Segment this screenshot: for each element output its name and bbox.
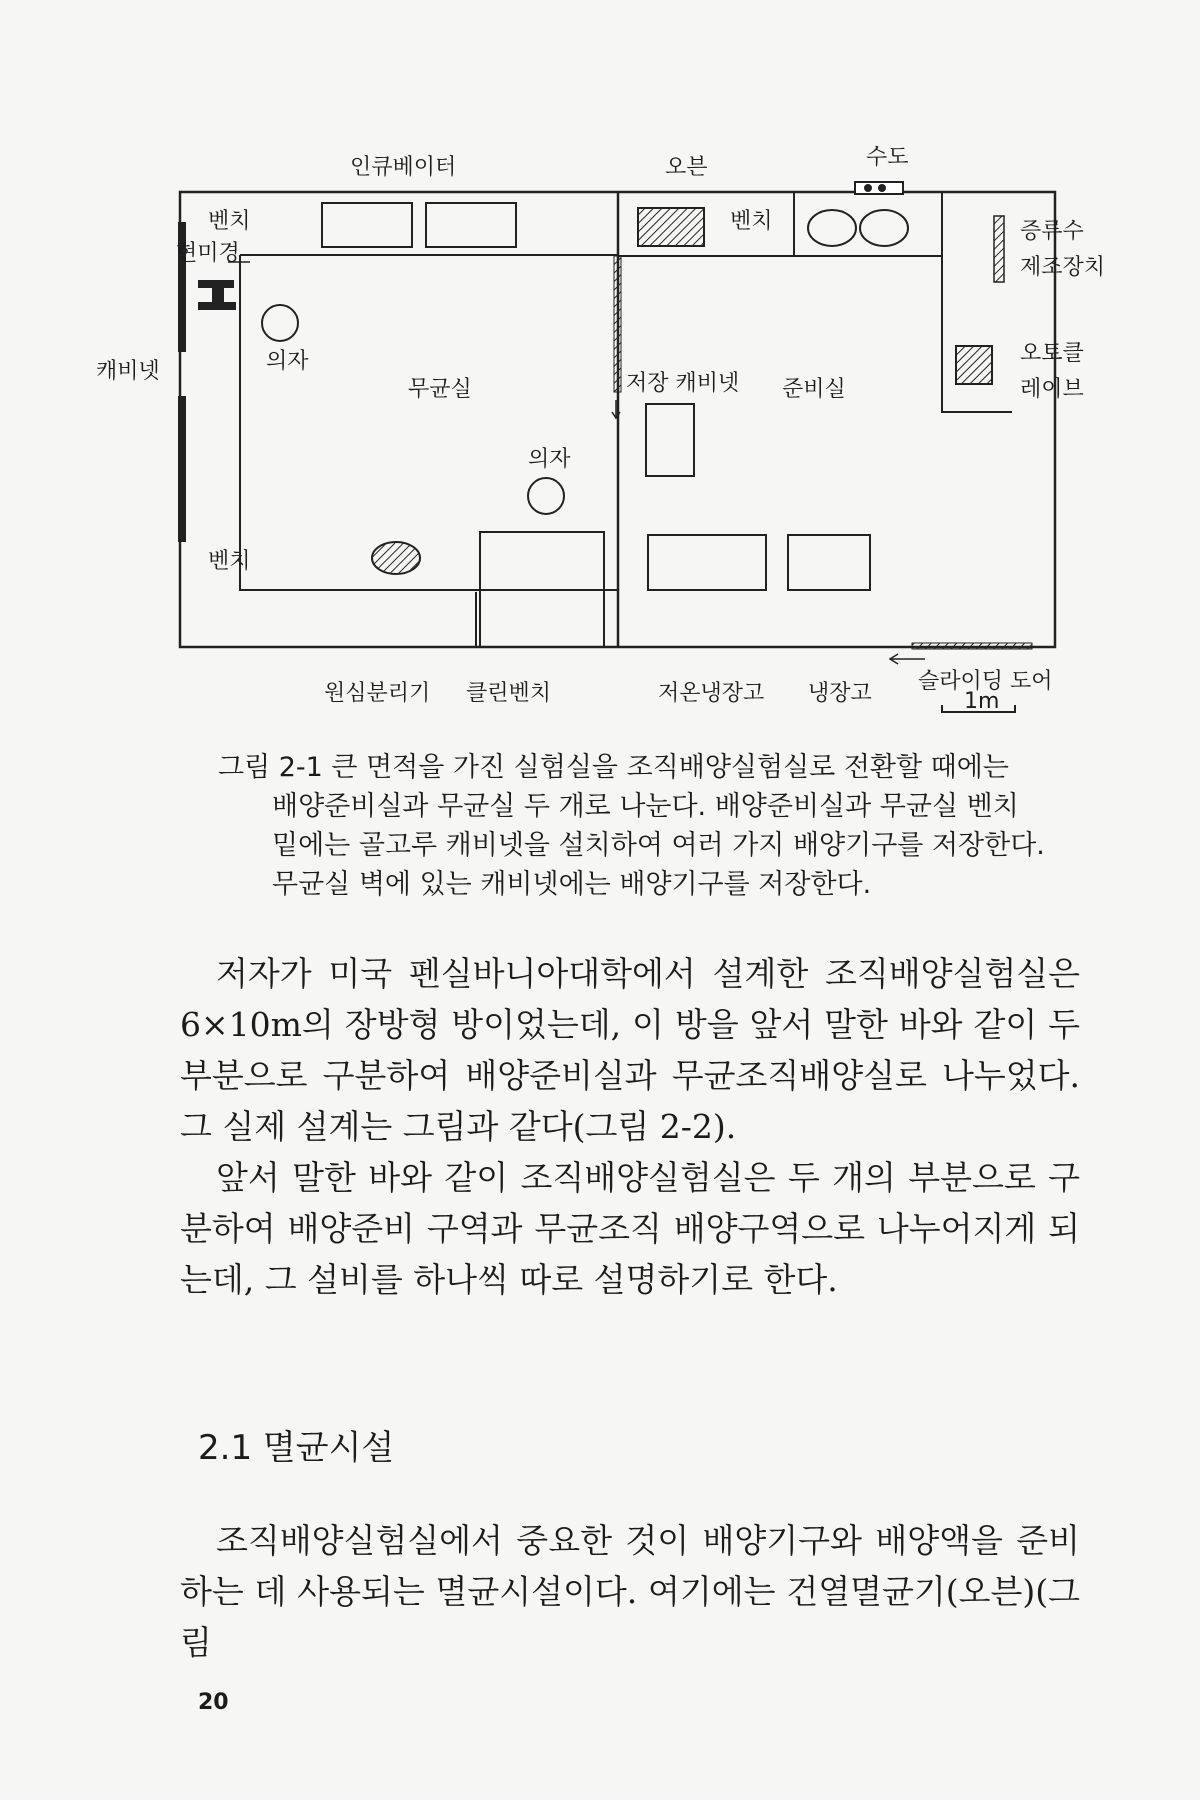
figure-caption	[218, 748, 1078, 904]
label-clean-bench: 클린벤치	[466, 681, 552, 706]
paragraph-2: 앞서 말한 바와 같이 조직배양실험실은 두 개의 부분으로 구분하여 배양준비 구역과 무균조직 배양구역으로 나누어지게 되는데, 그 설비를 하나씩 따로 설명하기로 한다.	[180, 1158, 1080, 1299]
label-autoclave-2: 레이브	[1020, 377, 1084, 402]
centrifuge	[372, 542, 420, 574]
oven	[638, 208, 704, 246]
label-oven: 오븐	[665, 155, 708, 180]
sink-1	[808, 210, 856, 246]
label-fridge: 냉장고	[808, 681, 872, 706]
sterile-bench-outline	[240, 255, 618, 590]
section-heading: 2.1 멸균시설	[198, 1428, 395, 1468]
label-cabinet: 캐비넷	[96, 359, 160, 384]
caption-line-4: 무균실 벽에 있는 캐비넷에는 배양기구를 저장한다.	[272, 869, 872, 900]
page-number: 20	[198, 1690, 229, 1715]
chair-2	[528, 478, 564, 514]
label-water: 수도	[866, 145, 909, 170]
label-chair-1: 의자	[266, 349, 309, 374]
label-bench-top-mid: 벤치	[730, 209, 773, 234]
microscope-symbol	[198, 280, 236, 310]
body-text-2	[180, 1515, 1080, 1668]
lab-floor-plan	[90, 145, 1106, 740]
sliding-door	[912, 643, 1032, 649]
label-bench-top-left: 벤치	[208, 209, 251, 234]
body-text	[180, 948, 1080, 1305]
chair-1	[262, 305, 298, 341]
distiller	[994, 216, 1004, 282]
label-bench-bottom-left: 벤치	[208, 549, 251, 574]
paragraph-1: 저자가 미국 펜실바니아대학에서 설계한 조직배양실험실은 6×10m의 장방형 방이었는데, 이 방을 앞서 말한 바와 같이 두 부분으로 구분하여 배양준비실과 무균조직배양실로 나누었다. 그 실제 설계는 그림과 같다(그림 2-2).	[180, 954, 1080, 1146]
label-centrifuge: 원심분리기	[324, 681, 431, 706]
storage-cabinet	[646, 404, 694, 476]
label-sterile-room: 무균실	[408, 377, 472, 402]
label-microscope: 현미경	[176, 241, 240, 266]
label-incubator: 인큐베이터	[350, 155, 457, 180]
faucet-knob-2	[878, 184, 886, 192]
incubator-2	[426, 203, 516, 247]
caption-line-3: 밑에는 골고루 캐비넷을 설치하여 여러 가지 배양기구를 저장한다.	[272, 830, 1045, 861]
low-temp-fridge	[648, 535, 766, 590]
label-low-temp-fridge: 저온냉장고	[658, 681, 765, 706]
sink-2	[860, 210, 908, 246]
paragraph-3: 조직배양실험실에서 중요한 것이 배양기구와 배양액을 준비하는 데 사용되는 멸균시설이다. 여기에는 건열멸균기(오븐)(그림	[180, 1521, 1080, 1662]
wall-cabinet-lower	[178, 396, 186, 542]
label-chair-2: 의자	[528, 447, 571, 472]
caption-line-2: 배양준비실과 무균실 두 개로 나눈다. 배양준비실과 무균실 벤치	[272, 791, 1019, 822]
label-autoclave-1: 오토클	[1020, 341, 1084, 366]
label-sliding-door: 슬라이딩 도어	[918, 669, 1053, 694]
caption-line-1: 그림 2-1 큰 면적을 가진 실험실을 조직배양실험실로 전환할 때에는	[218, 752, 1009, 783]
autoclave	[956, 346, 992, 384]
label-prep-room: 준비실	[782, 377, 846, 402]
label-storage-cabinet: 저장 캐비넷	[626, 371, 740, 396]
label-distiller-2: 제조장치	[1020, 255, 1106, 280]
storage-cabinet-wall	[614, 256, 621, 392]
label-scale: 1m	[964, 689, 1000, 714]
label-distiller-1: 증류수	[1020, 219, 1084, 244]
fridge	[788, 535, 870, 590]
incubator-1	[322, 203, 412, 247]
faucet-knob-1	[864, 184, 872, 192]
